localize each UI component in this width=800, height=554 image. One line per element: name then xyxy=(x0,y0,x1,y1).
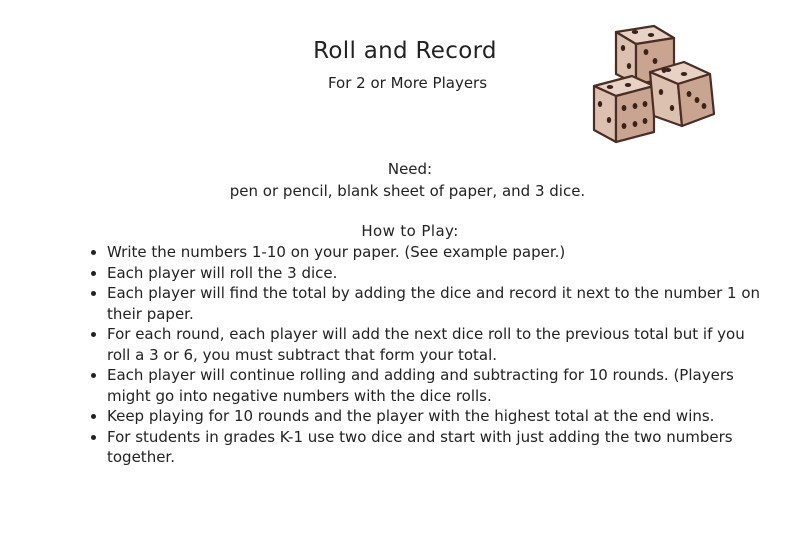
page-subtitle: For 2 or More Players xyxy=(327,74,488,92)
rule-item: • For students in grades K-1 use two dice and start with just adding the two numbers together. xyxy=(107,427,767,468)
rule-item: • Each player will roll the 3 dice. xyxy=(107,263,767,284)
need-text: pen or pencil, blank sheet of paper, and 3 dice. xyxy=(229,182,586,200)
rule-item: • Keep playing for 10 rounds and the player with the highest total at the end wins. xyxy=(107,406,767,427)
need-heading: Need: xyxy=(387,160,433,178)
rule-item: • Write the numbers 1-10 on your paper. (See example paper.) xyxy=(107,242,767,263)
rules-list xyxy=(88,242,767,468)
page-title: Roll and Record xyxy=(313,38,497,64)
rule-item: • Each player will continue rolling and adding and subtracting for 10 rounds. (Players might go into negative numbers with the dice rolls. xyxy=(107,365,767,406)
rule-item: • Each player will find the total by adding the dice and record it next to the number 1 on their paper. xyxy=(107,283,767,324)
rule-item: • For each round, each player will add the next dice roll to the previous total but if you roll a 3 or 6, you must subtract that form your total. xyxy=(107,324,767,365)
how-to-play-heading: How to Play: xyxy=(361,222,459,240)
dice-icon xyxy=(588,22,722,150)
